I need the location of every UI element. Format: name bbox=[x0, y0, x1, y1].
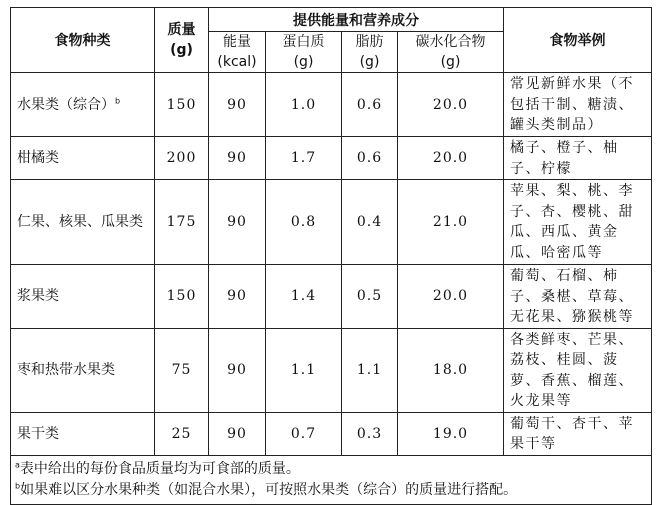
protein-value: 0.8 bbox=[266, 180, 342, 265]
fat-value: 0.3 bbox=[342, 412, 398, 455]
mass-value: 175 bbox=[155, 180, 209, 265]
header-fat-unit: (g) bbox=[359, 54, 380, 70]
header-fat bbox=[342, 32, 398, 73]
nutrition-table-container bbox=[10, 7, 651, 498]
header-nutrient-group: 提供能量和营养成分 bbox=[209, 8, 504, 32]
food-examples: 葡萄干、杏干、苹果干等 bbox=[504, 412, 652, 455]
energy-value: 90 bbox=[209, 73, 266, 137]
mass-value: 150 bbox=[155, 73, 209, 137]
food-examples: 葡萄、石榴、柿子、桑椹、草莓、无花果、猕猴桃等 bbox=[504, 265, 652, 329]
header-energy-unit: (kcal) bbox=[217, 54, 257, 70]
footnote-a-text: 表中给出的每份食品质量均为可食部的质量。 bbox=[19, 460, 300, 477]
carb-value: 20.0 bbox=[398, 137, 504, 180]
header-food-type: 食物种类 bbox=[11, 8, 155, 73]
table-row bbox=[11, 328, 652, 412]
header-energy-label: 能量 bbox=[223, 34, 251, 50]
food-name: 浆果类 bbox=[11, 265, 155, 329]
footnote-row bbox=[11, 455, 652, 504]
mass-value: 25 bbox=[155, 412, 209, 455]
energy-value: 90 bbox=[209, 180, 266, 265]
food-examples: 常见新鲜水果（不包括干制、糖渍、罐头类制品） bbox=[504, 73, 652, 137]
table-row bbox=[11, 265, 652, 329]
mass-value: 150 bbox=[155, 265, 209, 329]
carb-value: 20.0 bbox=[398, 265, 504, 329]
footnotes bbox=[11, 455, 652, 504]
protein-value: 0.7 bbox=[266, 412, 342, 455]
food-examples: 橘子、橙子、柚子、柠檬 bbox=[504, 137, 652, 180]
header-protein-unit: (g) bbox=[293, 54, 314, 70]
fat-value: 0.6 bbox=[342, 73, 398, 137]
table-row bbox=[11, 137, 652, 180]
protein-value: 1.4 bbox=[266, 265, 342, 329]
food-examples: 各类鲜枣、芒果、荔枝、桂圆、菠萝、香蕉、榴莲、火龙果等 bbox=[504, 328, 652, 412]
food-name: 枣和热带水果类 bbox=[11, 328, 155, 412]
footnote-marker: b bbox=[115, 95, 121, 105]
footnote-b-text: 如果难以区分水果种类（如混合水果），可按照水果类（综合）的质量进行搭配。 bbox=[20, 481, 518, 498]
table-row bbox=[11, 412, 652, 455]
footnote-b bbox=[15, 480, 645, 501]
header-examples: 食物举例 bbox=[504, 8, 652, 73]
carb-value: 21.0 bbox=[398, 180, 504, 265]
food-name: 柑橘类 bbox=[11, 137, 155, 180]
header-carb-unit: (g) bbox=[440, 54, 461, 70]
energy-value: 90 bbox=[209, 265, 266, 329]
header-protein-label: 蛋白质 bbox=[282, 34, 325, 50]
header-energy bbox=[209, 32, 266, 73]
fat-value: 0.6 bbox=[342, 137, 398, 180]
header-mass bbox=[155, 8, 209, 73]
fat-value: 0.5 bbox=[342, 265, 398, 329]
fat-value: 0.4 bbox=[342, 180, 398, 265]
mass-value: 75 bbox=[155, 328, 209, 412]
footnote-b-mark: b bbox=[15, 480, 21, 490]
food-name bbox=[11, 73, 155, 137]
fat-value: 1.1 bbox=[342, 328, 398, 412]
footnote-a bbox=[15, 459, 645, 480]
header-carb bbox=[398, 32, 504, 73]
header-fat-label: 脂肪 bbox=[355, 34, 384, 50]
food-name: 仁果、核果、瓜果类 bbox=[11, 180, 155, 265]
table-row bbox=[11, 180, 652, 265]
food-examples: 苹果、梨、桃、李子、杏、樱桃、甜瓜、西瓜、黄金瓜、哈密瓜等 bbox=[504, 180, 652, 265]
protein-value: 1.0 bbox=[266, 73, 342, 137]
header-mass-unit: (g) bbox=[170, 42, 193, 58]
energy-value: 90 bbox=[209, 328, 266, 412]
protein-value: 1.7 bbox=[266, 137, 342, 180]
carb-value: 18.0 bbox=[398, 328, 504, 412]
footnote-a-mark: a bbox=[15, 459, 20, 469]
header-carb-label: 碳水化合物 bbox=[415, 34, 486, 50]
carb-value: 19.0 bbox=[398, 412, 504, 455]
header-protein bbox=[266, 32, 342, 73]
energy-value: 90 bbox=[209, 412, 266, 455]
food-name-text: 水果类（综合） bbox=[17, 96, 115, 113]
food-name: 果干类 bbox=[11, 412, 155, 455]
table-row bbox=[11, 73, 652, 137]
energy-value: 90 bbox=[209, 137, 266, 180]
fruit-nutrition-table bbox=[10, 7, 652, 505]
header-mass-label: 质量 bbox=[167, 22, 196, 38]
carb-value: 20.0 bbox=[398, 73, 504, 137]
mass-value: 200 bbox=[155, 137, 209, 180]
protein-value: 1.1 bbox=[266, 328, 342, 412]
